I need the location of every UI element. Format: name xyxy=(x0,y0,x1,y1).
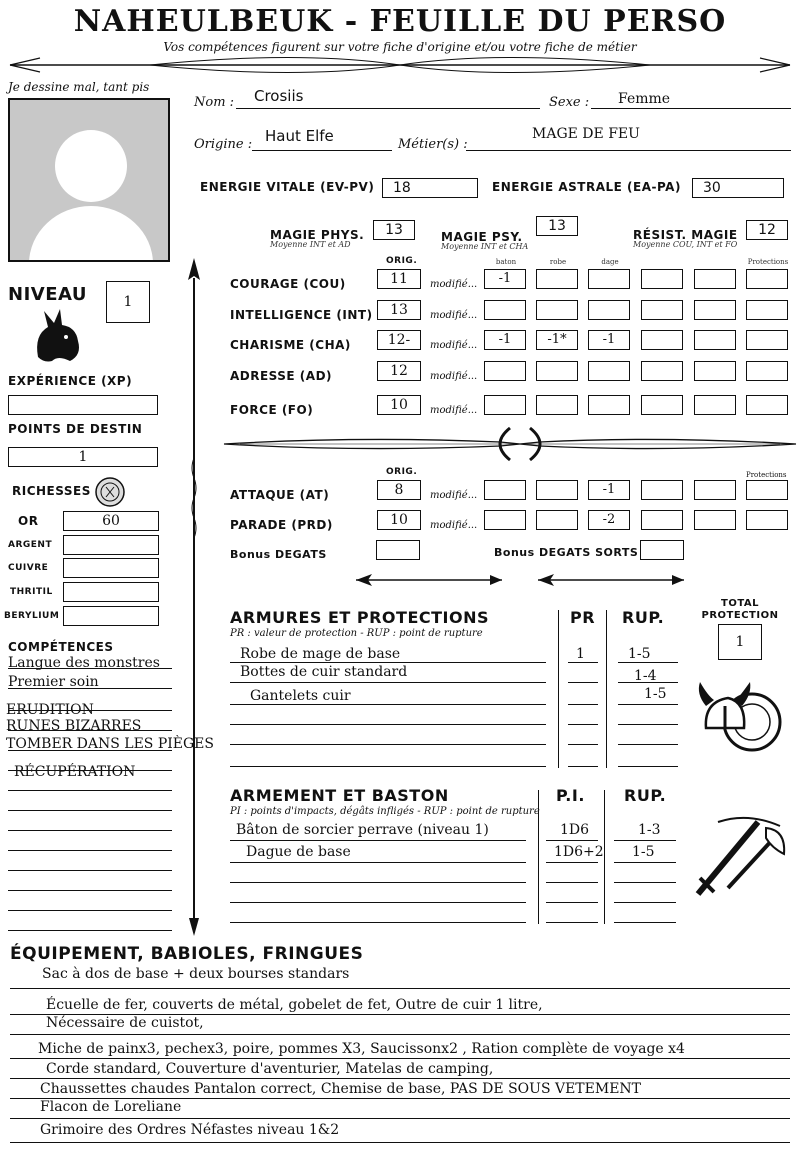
equipement-rule xyxy=(10,1014,790,1015)
sexe-line xyxy=(591,108,791,109)
arme-pi-line xyxy=(546,922,598,923)
richesses-label: RICHESSES xyxy=(12,484,91,498)
metier-line xyxy=(466,150,791,151)
page-subtitle: Vos compétences figurent sur votre fiche d'origine et/ou votre fiche de métier xyxy=(163,40,637,54)
portrait-frame[interactable] xyxy=(8,98,170,262)
or-label: OR xyxy=(18,514,39,528)
spear-ornament xyxy=(184,258,204,936)
arme-pi-line xyxy=(546,862,598,863)
competence-line xyxy=(8,850,172,851)
competence-line xyxy=(8,810,172,811)
arme-name[interactable]: Bâton de sorcier perrave (niveau 1) xyxy=(236,822,489,838)
arme-pi-line xyxy=(546,840,598,841)
berylium-field[interactable] xyxy=(63,606,159,626)
competence-line xyxy=(8,730,172,731)
competence-item[interactable]: TOMBER DANS LES PIÈGES xyxy=(6,736,214,752)
origine-field[interactable]: Haut Elfe xyxy=(265,127,334,145)
armure-rup[interactable]: 1-5 xyxy=(628,646,651,662)
stat-mod-cell[interactable] xyxy=(536,361,578,381)
stat-orig-field[interactable]: 10 xyxy=(377,395,421,415)
stat-label: FORCE (FO) xyxy=(230,403,314,417)
stat-column-header: baton xyxy=(495,258,517,266)
cuivre-field[interactable] xyxy=(63,558,159,578)
equipement-line[interactable]: Miche de painx3, pechex3, poire, pommes X3, Saucissonx2 , Ration complète de voyage x4 xyxy=(38,1041,685,1057)
arme-line xyxy=(230,902,526,903)
armure-rup-line xyxy=(618,662,678,663)
armure-line xyxy=(230,744,546,745)
stat-mod-cell[interactable] xyxy=(746,361,788,381)
equipement-title: ÉQUIPEMENT, BABIOLES, FRINGUES xyxy=(10,944,364,964)
origine-line xyxy=(252,150,392,151)
total-protection-field[interactable]: 1 xyxy=(718,624,762,660)
competence-line xyxy=(8,870,172,871)
stat-mod-cell[interactable] xyxy=(588,300,630,320)
armure-line xyxy=(230,662,546,663)
dragon-icon xyxy=(30,305,84,365)
armement-divider xyxy=(604,790,605,924)
combat-mod-label: modifié... xyxy=(430,490,478,501)
stat-mod-cell[interactable] xyxy=(746,269,788,289)
stat-mod-cell[interactable] xyxy=(746,330,788,350)
competence-item[interactable]: ERUDITION xyxy=(6,702,94,718)
stat-mod-cell[interactable] xyxy=(588,395,630,415)
armure-name[interactable]: Gantelets cuir xyxy=(250,688,351,704)
armures-divider xyxy=(558,610,559,768)
stat-column-header: dage xyxy=(601,258,619,266)
stat-mod-cell[interactable]: -1* xyxy=(536,330,578,350)
coin-icon xyxy=(94,476,126,508)
sexe-label: Sexe : xyxy=(549,95,590,110)
stat-mod-cell[interactable] xyxy=(588,269,630,289)
stat-mod-cell[interactable] xyxy=(588,361,630,381)
orig-header: ORIG. xyxy=(386,256,418,266)
armures-pr-header: PR xyxy=(570,608,596,627)
combat-label: PARADE (PRD) xyxy=(230,518,333,532)
stat-mod-label: modifié... xyxy=(430,310,478,321)
stat-mod-cell[interactable] xyxy=(694,269,736,289)
competence-item[interactable]: Langue des monstres xyxy=(8,655,160,671)
armure-line xyxy=(230,682,546,683)
stat-label: ADRESSE (AD) xyxy=(230,369,333,383)
competence-line xyxy=(8,770,172,771)
armure-line xyxy=(230,704,546,705)
equipement-rule xyxy=(10,1078,790,1079)
niveau-label: NIVEAU xyxy=(8,284,87,305)
stat-mod-cell[interactable] xyxy=(694,361,736,381)
competence-line xyxy=(8,790,172,791)
armures-divider xyxy=(606,610,607,768)
combat-protections-header: Protections xyxy=(746,471,787,479)
armure-rup[interactable]: 1-4 xyxy=(634,668,657,684)
ev-label: ENERGIE VITALE (EV-PV) xyxy=(200,180,375,194)
competence-item[interactable]: RÉCUPÉRATION xyxy=(14,764,136,780)
stat-orig-field[interactable]: 13 xyxy=(377,300,421,320)
arme-name[interactable]: Dague de base xyxy=(246,844,351,860)
destin-label: POINTS DE DESTIN xyxy=(8,422,143,436)
competence-line xyxy=(8,710,172,711)
magie-phys-label: MAGIE PHYS. xyxy=(270,228,365,242)
combat-mod-cell[interactable]: -2 xyxy=(588,510,630,530)
ea-field[interactable]: 30 xyxy=(692,178,784,198)
header-sword-ornament xyxy=(0,52,800,78)
equipement-rule xyxy=(10,1142,790,1143)
combat-mod-cell[interactable] xyxy=(536,480,578,500)
competences-label: COMPÉTENCES xyxy=(8,640,114,654)
equipement-line[interactable]: Corde standard, Couverture d'aventurier, Matelas de camping, xyxy=(46,1061,494,1077)
equipement-line[interactable]: Nécessaire de cuistot, xyxy=(46,1015,204,1031)
origine-label: Origine : xyxy=(194,137,253,152)
equipement-rule xyxy=(10,1034,790,1035)
armure-rup-line xyxy=(618,724,678,725)
helmet-shield-icon xyxy=(694,676,784,766)
nom-field[interactable]: Crosiis xyxy=(254,87,304,105)
armure-line xyxy=(230,724,546,725)
arme-pi[interactable]: 1D6+2 xyxy=(554,844,604,860)
nom-line xyxy=(236,108,540,109)
stat-mod-cell[interactable] xyxy=(536,300,578,320)
sword-divider-ornament xyxy=(220,426,800,462)
stat-mod-cell[interactable] xyxy=(694,300,736,320)
niveau-field[interactable]: 1 xyxy=(106,281,150,323)
arme-pi-line xyxy=(546,902,598,903)
arme-rup-line xyxy=(614,902,676,903)
arme-line xyxy=(230,882,526,883)
combat-orig-field[interactable]: 8 xyxy=(377,480,421,500)
arrows-ornament xyxy=(352,570,692,590)
sexe-field[interactable]: Femme xyxy=(618,91,671,107)
equipement-rule xyxy=(10,1118,790,1119)
metier-label: Métier(s) : xyxy=(398,137,468,152)
resist-magie-label: RÉSIST. MAGIE xyxy=(633,228,738,242)
thritil-field[interactable] xyxy=(63,582,159,602)
armure-pr-line xyxy=(568,766,598,767)
equipement-line[interactable]: Grimoire des Ordres Néfastes niveau 1&2 xyxy=(40,1122,340,1138)
armement-pi-header: P.I. xyxy=(556,786,585,805)
bonus-degats-label: Bonus DEGATS xyxy=(230,548,327,561)
arme-rup-line xyxy=(614,840,676,841)
competence-line xyxy=(8,890,172,891)
portrait-caption: Je dessine mal, tant pis xyxy=(8,80,150,94)
arme-pi[interactable]: 1D6 xyxy=(560,822,590,838)
armure-rup-line xyxy=(618,766,678,767)
magie-phys-sub: Moyenne INT et AD xyxy=(270,240,351,249)
stat-mod-cell[interactable] xyxy=(694,330,736,350)
stat-mod-cell[interactable] xyxy=(536,395,578,415)
combat-mod-cell[interactable] xyxy=(536,510,578,530)
stat-mod-label: modifié... xyxy=(430,405,478,416)
stat-column-header: robe xyxy=(549,258,567,266)
resist-magie-sub: Moyenne COU, INT et FO xyxy=(633,240,738,249)
magie-phys-field[interactable]: 13 xyxy=(373,220,415,240)
armure-rup-line xyxy=(618,682,678,683)
equipement-line[interactable]: Écuelle de fer, couverts de métal, gobelet de fet, Outre de cuir 1 litre, xyxy=(46,997,543,1013)
combat-mod-cell[interactable] xyxy=(484,480,526,500)
equipement-line[interactable]: Flacon de Loreliane xyxy=(40,1099,182,1115)
stat-mod-cell[interactable] xyxy=(484,300,526,320)
stat-mod-cell[interactable] xyxy=(694,395,736,415)
armement-rup-header: RUP. xyxy=(624,786,667,805)
stat-mod-cell[interactable] xyxy=(746,300,788,320)
arme-line xyxy=(230,840,526,841)
combat-mod-label: modifié... xyxy=(430,520,478,531)
stat-orig-field[interactable]: 12 xyxy=(377,361,421,381)
armure-pr[interactable]: 1 xyxy=(576,646,585,662)
competence-line xyxy=(8,910,172,911)
xp-field[interactable] xyxy=(8,395,158,415)
armure-name[interactable]: Robe de mage de base xyxy=(240,646,401,662)
armure-name[interactable]: Bottes de cuir standard xyxy=(240,664,408,680)
magie-psy-label: MAGIE PSY. xyxy=(441,230,523,244)
stat-orig-field[interactable]: 11 xyxy=(377,269,421,289)
equipement-line[interactable]: Sac à dos de base + deux bourses standars xyxy=(42,966,350,982)
total-protection-label: TOTAL PROTECTION xyxy=(701,598,779,621)
or-field[interactable]: 60 xyxy=(63,511,159,531)
armure-pr-line xyxy=(568,662,598,663)
arme-rup[interactable]: 1-3 xyxy=(638,822,661,838)
xp-label: EXPÉRIENCE (XP) xyxy=(8,374,133,388)
avatar-placeholder-icon xyxy=(10,100,170,262)
stat-mod-cell[interactable] xyxy=(746,395,788,415)
stat-mod-cell[interactable] xyxy=(641,395,683,415)
competence-line xyxy=(8,688,172,689)
combat-orig-field[interactable]: 10 xyxy=(377,510,421,530)
competence-line xyxy=(8,930,172,931)
competence-item[interactable]: Premier soin xyxy=(8,674,99,690)
equipement-line[interactable]: Chaussettes chaudes Pantalon correct, Chemise de base, PAS DE SOUS VETEMENT xyxy=(40,1081,642,1097)
page-title: NAHEULBEUK - FEUILLE DU PERSO xyxy=(73,4,727,39)
combat-mod-cell[interactable] xyxy=(641,510,683,530)
combat-mod-cell[interactable] xyxy=(746,480,788,500)
stat-mod-cell[interactable] xyxy=(641,269,683,289)
combat-mod-cell[interactable]: -1 xyxy=(588,480,630,500)
metier-field[interactable]: MAGE DE FEU xyxy=(532,126,640,142)
resist-magie-field[interactable]: 12 xyxy=(746,220,788,240)
competence-line xyxy=(8,750,172,751)
stat-orig-field[interactable]: 12- xyxy=(377,330,421,350)
armure-rup-line xyxy=(618,704,678,705)
nom-label: Nom : xyxy=(194,95,235,110)
competence-line xyxy=(8,830,172,831)
competence-item[interactable]: RUNES BIZARRES xyxy=(6,718,142,734)
arme-pi-line xyxy=(546,882,598,883)
magie-psy-field[interactable]: 13 xyxy=(536,216,578,236)
stat-mod-cell[interactable]: -1 xyxy=(484,269,526,289)
combat-mod-cell[interactable] xyxy=(694,480,736,500)
argent-label: ARGENT xyxy=(8,540,53,550)
stat-mod-cell[interactable]: -1 xyxy=(484,330,526,350)
armure-rup[interactable]: 1-5 xyxy=(644,686,667,702)
destin-field[interactable]: 1 xyxy=(8,447,158,467)
armure-line xyxy=(230,766,546,767)
combat-mod-cell[interactable] xyxy=(484,510,526,530)
stat-mod-cell[interactable] xyxy=(484,395,526,415)
ev-field[interactable]: 18 xyxy=(382,178,478,198)
arme-rup[interactable]: 1-5 xyxy=(632,844,655,860)
equipement-rule xyxy=(10,1098,790,1099)
combat-mod-cell[interactable] xyxy=(641,480,683,500)
armures-subtitle: PR : valeur de protection - RUP : point de rupture xyxy=(230,628,483,639)
magie-psy-sub: Moyenne INT et CHA xyxy=(441,242,529,251)
thritil-label: THRITIL xyxy=(10,587,53,597)
armures-rup-header: RUP. xyxy=(622,608,665,627)
combat-mod-cell[interactable] xyxy=(746,510,788,530)
stat-mod-label: modifié... xyxy=(430,371,478,382)
bonus-degats-field[interactable] xyxy=(376,540,420,560)
armure-pr-line xyxy=(568,704,598,705)
armure-pr-line xyxy=(568,744,598,745)
armure-pr-line xyxy=(568,724,598,725)
berylium-label: BERYLIUM xyxy=(4,611,60,621)
competence-line xyxy=(8,668,172,669)
stat-mod-cell[interactable] xyxy=(641,330,683,350)
armement-title: ARMEMENT ET BASTON xyxy=(230,786,449,805)
arme-rup-line xyxy=(614,882,676,883)
stat-mod-cell[interactable]: -1 xyxy=(588,330,630,350)
stat-mod-label: modifié... xyxy=(430,279,478,290)
arme-rup-line xyxy=(614,862,676,863)
stat-label: COURAGE (COU) xyxy=(230,277,346,291)
stat-column-header: Protections xyxy=(747,258,789,266)
armement-divider xyxy=(538,790,539,924)
stat-label: CHARISME (CHA) xyxy=(230,338,351,352)
stat-mod-cell[interactable] xyxy=(641,361,683,381)
cuivre-label: CUIVRE xyxy=(8,563,49,573)
bonus-degats-sorts-label: Bonus DEGATS SORTS xyxy=(494,546,639,559)
combat-mod-cell[interactable] xyxy=(694,510,736,530)
crossed-weapons-icon xyxy=(688,808,792,904)
arme-line xyxy=(230,862,526,863)
arme-rup-line xyxy=(614,922,676,923)
armure-rup-line xyxy=(618,744,678,745)
armement-subtitle: PI : points d'impacts, dégâts infligés - RUP : point de rupture xyxy=(230,806,540,817)
armure-pr-line xyxy=(568,682,598,683)
combat-orig-header: ORIG. xyxy=(386,467,418,477)
ea-label: ENERGIE ASTRALE (EA-PA) xyxy=(492,180,681,194)
bonus-degats-sorts-field[interactable] xyxy=(640,540,684,560)
argent-field[interactable] xyxy=(63,535,159,555)
stat-mod-cell[interactable] xyxy=(484,361,526,381)
stat-mod-label: modifié... xyxy=(430,340,478,351)
stat-mod-cell[interactable] xyxy=(536,269,578,289)
stat-label: INTELLIGENCE (INT) xyxy=(230,308,373,322)
combat-label: ATTAQUE (AT) xyxy=(230,488,330,502)
equipement-rule xyxy=(10,988,790,989)
armures-title: ARMURES ET PROTECTIONS xyxy=(230,608,489,627)
stat-mod-cell[interactable] xyxy=(641,300,683,320)
arme-line xyxy=(230,922,526,923)
equipement-rule xyxy=(10,1058,790,1059)
